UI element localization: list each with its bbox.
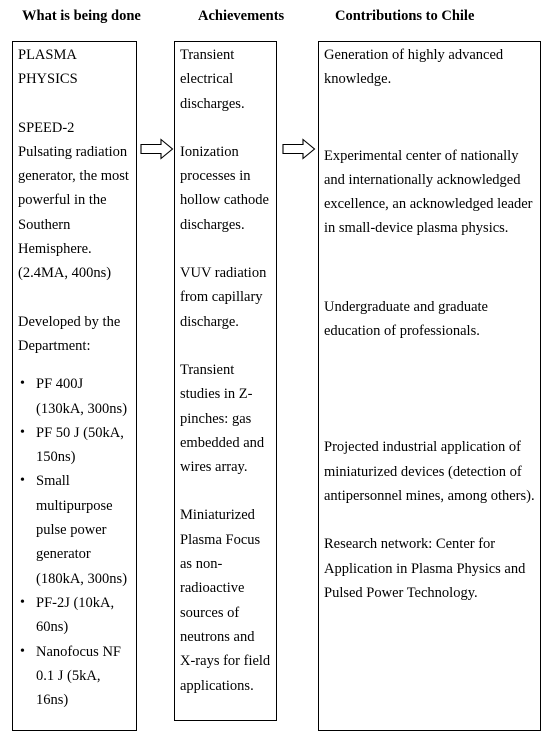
header-what-is-being-done: What is being done: [22, 8, 141, 24]
header-contributions-to-chile: Contributions to Chile: [335, 8, 475, 24]
header-achievements: Achievements: [198, 8, 285, 24]
device-item: • Small multipurpose pulse power generator (180kA, 300ns): [18, 469, 132, 590]
contribution-item: Undergraduate and graduate education of professionals.: [324, 298, 488, 340]
what-is-being-done-box: [12, 41, 137, 731]
device-list: [18, 372, 132, 712]
achievement-item: Ionization processes in hollow cathode discharges.: [180, 143, 269, 233]
device-item: • PF-2J (10kA, 60ns): [18, 591, 132, 640]
contribution-item: Generation of highly advanced knowledge.: [324, 47, 504, 88]
device-item: • PF 400J (130kA, 300ns): [18, 372, 132, 421]
contribution-item: Research network: Center for Application in Plasma Physics and Pulsed Power Technology.: [324, 536, 526, 601]
right-arrow-icon: [282, 138, 316, 160]
device-item: • Nanofocus NF 0.1 J (5kA, 16ns): [18, 640, 132, 713]
achievement-item: Transient electrical discharges.: [180, 47, 245, 112]
achievements-box: [174, 41, 277, 721]
plasma-physics-title: PLASMA PHYSICS: [18, 47, 78, 88]
right-arrow-icon: [140, 138, 174, 160]
contribution-item: Experimental center of nationally and internationally acknowledged excellence, an acknowledged leader in small-device plasma physics.: [324, 147, 533, 237]
achievement-item: Transient studies in Z-pinches: gas embedded and wires array.: [180, 361, 265, 476]
speed-2-description: Pulsating radiation generator, the most powerful in the Southern Hemisphere. (2.4MA, 400ns): [18, 143, 129, 282]
achievement-item: Miniaturized Plasma Focus as non-radioactive sources of neutrons and X-rays for field applications.: [180, 507, 271, 694]
device-item: • PF 50 J (50kA, 150ns): [18, 421, 132, 470]
speed-2-label: SPEED-2: [18, 119, 75, 136]
developed-by-label: Developed by the Department:: [18, 313, 121, 354]
contribution-item: Projected industrial application of miniaturized devices (detection of antipersonnel mines, among others).: [324, 439, 535, 504]
contributions-box: [318, 41, 541, 731]
achievement-item: VUV radiation from capillary discharge.: [180, 265, 267, 330]
